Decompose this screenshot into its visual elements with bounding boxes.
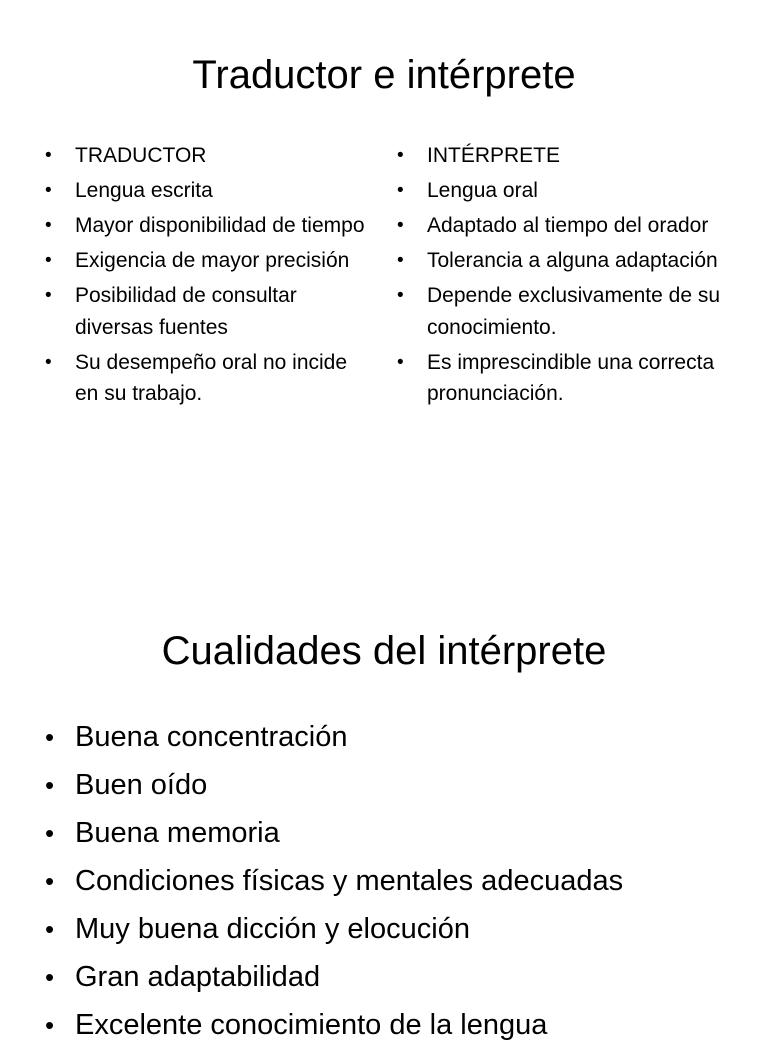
list-item: • Muy buena dicción y elocución <box>45 905 745 953</box>
list-item: • Buen oído <box>45 761 745 809</box>
interpreter-column <box>397 140 727 413</box>
list-item: • Buena memoria <box>45 809 745 857</box>
list-item: • Buena concentración <box>45 713 745 761</box>
list-item: • Es imprescindible una correcta pronunciación. <box>397 347 727 410</box>
list-item: • TRADUCTOR <box>45 140 365 172</box>
list-item: • Mayor disponibilidad de tiempo <box>45 210 365 242</box>
bullet-icon: • <box>45 770 55 800</box>
bullet-icon: • <box>397 250 404 271</box>
slide-2 <box>0 576 768 1041</box>
slide-1-title: Traductor e intérprete <box>192 53 576 97</box>
list-item: • Adaptado al tiempo del orador <box>397 210 727 242</box>
bullet-icon: • <box>45 818 55 848</box>
list-item: • Posibilidad de consultar diversas fuentes <box>45 280 365 343</box>
bullet-icon: • <box>45 866 55 896</box>
bullet-icon: • <box>397 285 404 306</box>
bullet-icon: • <box>397 180 404 201</box>
bullet-icon: • <box>45 285 52 306</box>
bullet-icon: • <box>45 145 52 166</box>
bullet-icon: • <box>45 914 55 944</box>
bullet-icon: • <box>397 351 404 373</box>
slide-2-title: Cualidades del intérprete <box>161 629 607 673</box>
list-item: • Excelente conocimiento de la lengua <box>45 1001 745 1049</box>
bullet-icon: • <box>45 962 55 992</box>
list-item: • Lengua oral <box>397 175 727 207</box>
list-item: • Exigencia de mayor precisión <box>45 245 365 277</box>
bullet-icon: • <box>45 180 52 201</box>
bullet-icon: • <box>45 1010 55 1040</box>
list-item: • Su desempeño oral no incide en su trabajo. <box>45 347 365 410</box>
bullet-icon: • <box>45 215 52 236</box>
qualities-list <box>45 713 745 1049</box>
bullet-icon: • <box>397 145 404 166</box>
bullet-icon: • <box>45 250 52 271</box>
translator-column <box>45 140 365 413</box>
bullet-icon: • <box>45 722 55 752</box>
list-item: • Tolerancia a alguna adaptación <box>397 245 727 277</box>
bullet-icon: • <box>397 215 404 236</box>
list-item: • Lengua escrita <box>45 175 365 207</box>
list-item: • INTÉRPRETE <box>397 140 727 172</box>
list-item: • Gran adaptabilidad <box>45 953 745 1001</box>
bullet-icon: • <box>45 351 52 373</box>
list-item: • Depende exclusivamente de su conocimiento. <box>397 280 727 343</box>
list-item: • Condiciones físicas y mentales adecuadas <box>45 857 745 905</box>
